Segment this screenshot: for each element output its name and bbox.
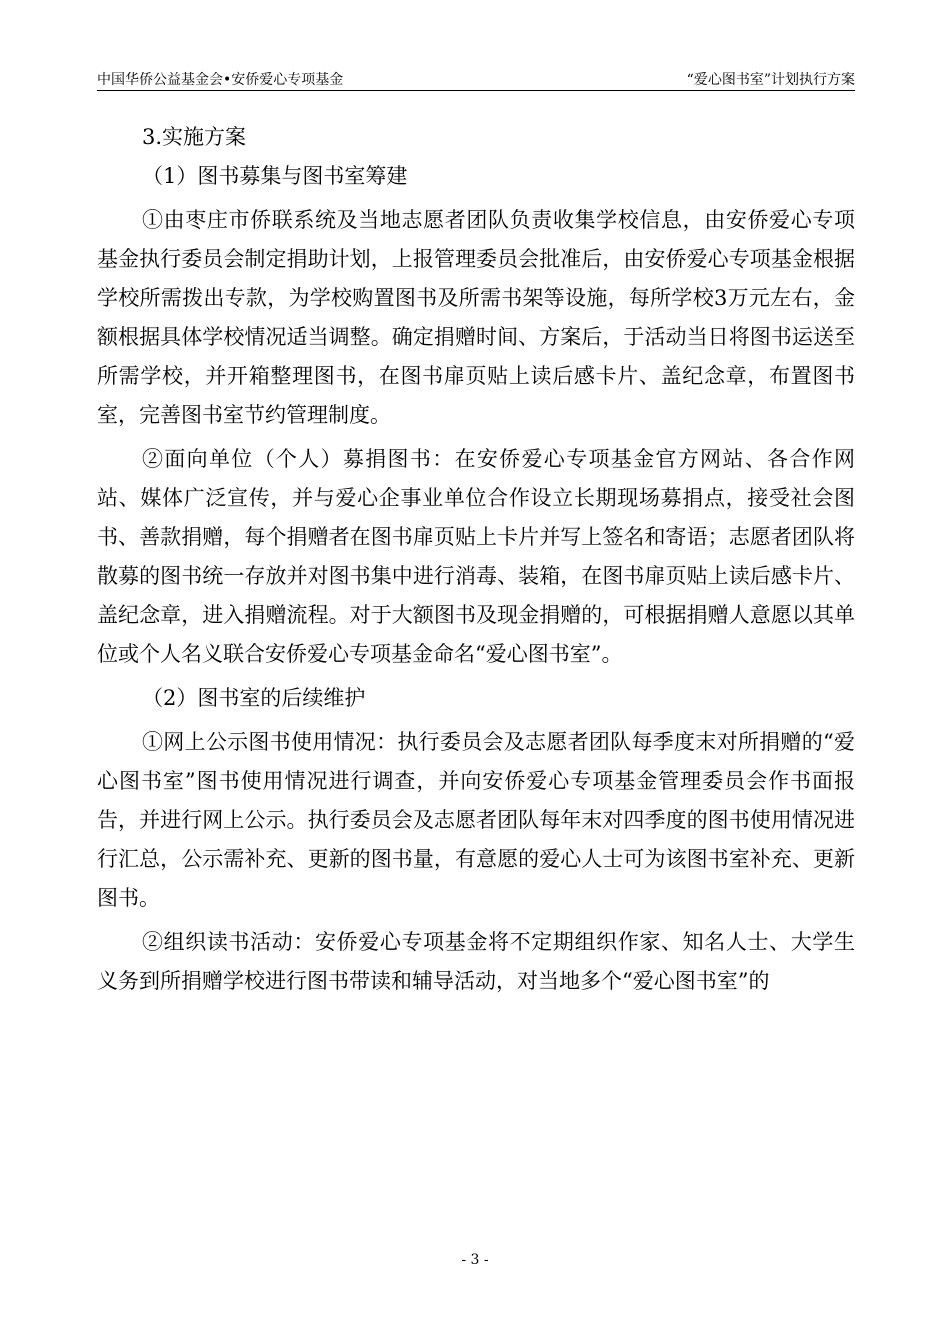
paragraph-2: ②面向单位（个人）募捐图书：在安侨爱心专项基金官方网站、各合作网站、媒体广泛宣传，并与爱心企事业单位合作设立长期现场募捐点，接受社会图书、善款捐赠，每个捐赠者在图书扉页贴上卡片并写上签名和寄语；志愿者团队将散募的图书统一存放并对图书集中进行消毒、装箱，在图书扉页贴上读后感卡片、盖纪念章，进入捐赠流程。对于大额图书及现金捐赠的，可根据捐赠人意愿以其单位或个人名义联合安侨爱心专项基金命名“爱心图书室”。 <box>97 447 855 666</box>
header-organization: 中国华侨公益基金会•安侨爱心专项基金 <box>97 72 344 88</box>
subsection-title-1: （1）图书募集与图书室筹建 <box>142 164 408 188</box>
paragraph-1: ①由枣庄市侨联系统及当地志愿者团队负责收集学校信息，由安侨爱心专项基金执行委员会制定捐助计划，上报管理委员会批准后，由安侨爱心专项基金根据学校所需拨出专款，为学校购置图书及所需书架等设施，每所学校3万元左右，金额根据具体学校情况适当调整。确定捐赠时间、方案后，于活动当日将图书运送至所需学校，并开箱整理图书，在图书扉页贴上读后感卡片、盖纪念章，布置图书室，完善图书室节约管理制度。 <box>97 208 855 427</box>
paragraph-4: ②组织读书活动：安侨爱心专项基金将不定期组织作家、知名人士、大学生义务到所捐赠学校进行图书带读和辅导活动，对当地多个“爱心图书室”的 <box>97 930 855 993</box>
subsection-title-2: （2）图书室的后续维护 <box>142 686 366 710</box>
paragraph-3: ①网上公示图书使用情况：执行委员会及志愿者团队每季度末对所捐赠的“爱心图书室”图书使用情况进行调查，并向安侨爱心专项基金管理委员会作书面报告，并进行网上公示。执行委员会及志愿者团队每年末对四季度的图书使用情况进行汇总，公示需补充、更新的图书量，有意愿的爱心人士可为该图书室补充、更新图书。 <box>97 730 855 910</box>
section-title: 3.实施方案 <box>142 125 247 149</box>
document-body <box>97 118 855 1001</box>
page-number: - 3 - <box>461 1252 489 1268</box>
page-header <box>97 70 855 91</box>
header-document-title: “爱心图书室”计划执行方案 <box>686 72 855 88</box>
